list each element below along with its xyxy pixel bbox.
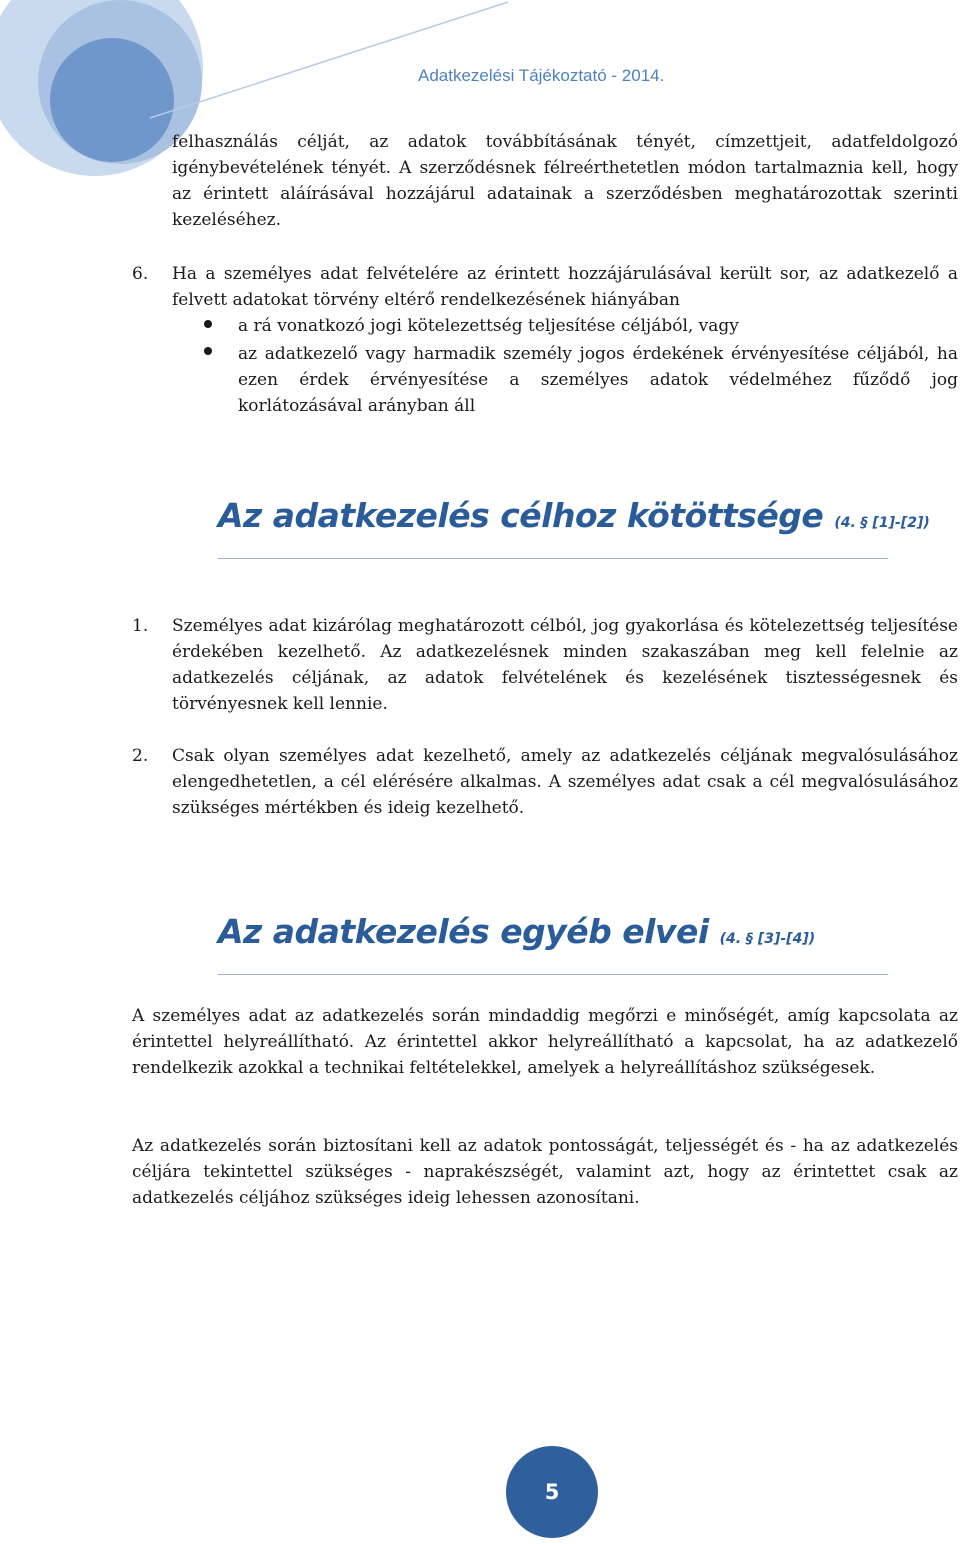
section-2-paragraph-1: A személyes adat az adatkezelés során mindaddig megőrzi e minőségét, amíg kapcsolata az érintettel helyreállítható. Az érintettel akkor helyreállítható a kapcsolat, ha az adatkezelő rendelkezik azokkal a technikai feltételekkel, amelyek a helyreállításhoz szükségesek. [132,1006,958,1078]
section-heading-purpose-limitation [218,496,930,535]
section-2-paragraph-2: Az adatkezelés során biztosítani kell az adatok pontosságát, teljességét és - ha az adatkezelés céljára tekintettel szükséges - naprakészségét, valamint azt, hogy az érintettet csak az adatkezelés céljához szükséges ideig lehessen azonosítani. [132,1136,958,1208]
bullet-dot-icon [204,347,212,355]
section-1-item-2-text: Csak olyan személyes adat kezelhető, amely az adatkezelés céljának megvalósulásához elengedhetetlen, a cél elérésére alkalmas. A személyes adat csak a cél megvalósulásához szükséges mértékben és ideig kezelhető. [172,746,958,818]
section-1-item-1-text: Személyes adat kizárólag meghatározott célból, jog gyakorlása és kötelezettség teljesítése érdekében kezelhető. Az adatkezelésnek minden szakaszában meg kell felelnie az adatkezelés céljának, az adatok felvételének és kezelésének tisztességesnek és törvényesnek kell lennie. [172,616,958,714]
item-6-text: Ha a személyes adat felvételére az érintett hozzájárulásával került sor, az adatkezelő a felvett adatokat törvény eltérő rendelkezésének hiányában [172,264,958,310]
item-6-bullet-1: a rá vonatkozó jogi kötelezettség teljesítése céljából, vagy [238,316,739,336]
page-number-badge: 5 [506,1446,598,1538]
section-1-item-2-number: 2. [132,746,149,766]
section-1-item-1-number: 1. [132,616,149,636]
section-2-reference: (4. § [3]-[4]) [719,931,816,947]
document-header-title: Adatkezelési Tájékoztató - 2014. [418,66,665,85]
item-6-number: 6. [132,264,149,284]
section-1-reference: (4. § [1]-[2]) [834,515,930,531]
small-dark-circle [50,38,174,162]
item-6-bullet-2: az adatkezelő vagy harmadik személy jogos érdekének érvényesítése céljából, ha ezen érdek érvényesítése a személyes adatok védelméhez fűződő jog korlátozásával arányban áll [238,344,958,416]
bullet-dot-icon [204,320,212,328]
section-1-title: Az adatkezelés célhoz kötöttsége [218,496,824,535]
section-heading-other-principles [218,912,815,951]
header-diagonal-line [150,2,508,118]
section-2-divider [218,974,888,975]
section-1-divider [218,558,888,559]
intro-paragraph: felhasználás célját, az adatok továbbításának tényét, címzettjeit, adatfeldolgozó igénybevételének tényét. A szerződésnek félreérthetetlen módon tartalmaznia kell, hogy az érintett aláírásával hozzájárul adatainak a szerződésben meghatározottak szerinti kezeléséhez. [172,132,958,230]
section-2-title: Az adatkezelés egyéb elvei [218,912,709,951]
